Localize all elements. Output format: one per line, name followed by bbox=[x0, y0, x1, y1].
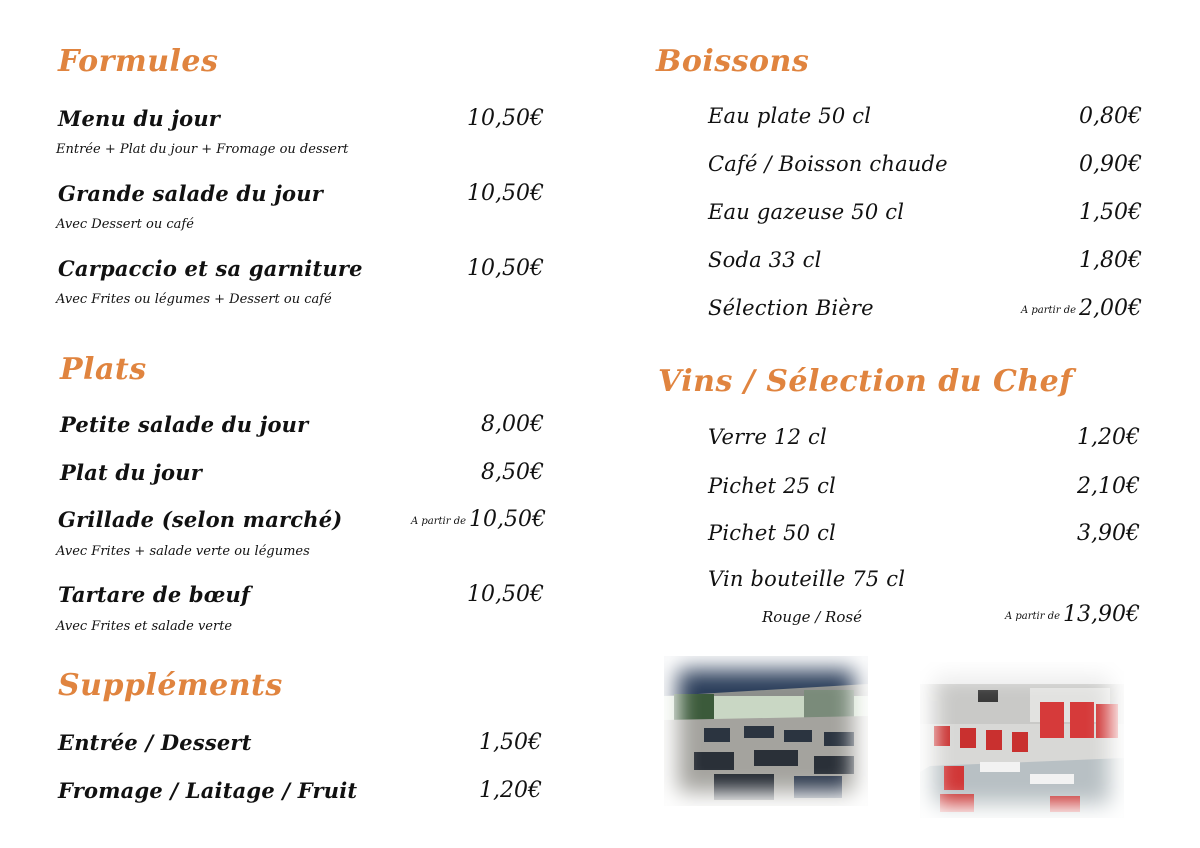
item-name: Verre 12 cl bbox=[708, 425, 827, 449]
item-price: 10,50€ bbox=[467, 181, 544, 206]
menu-item-selection-biere bbox=[708, 296, 1142, 330]
item-price-group bbox=[1021, 296, 1142, 321]
item-name: Petite salade du jour bbox=[60, 412, 309, 437]
item-subtitle: Rouge / Rosé bbox=[762, 608, 862, 626]
menu-item-fromage-laitage-fruit bbox=[58, 778, 542, 812]
terrace-photo bbox=[664, 656, 868, 806]
item-description: Avec Dessert ou café bbox=[56, 217, 194, 232]
item-description: Entrée + Plat du jour + Fromage ou dessert bbox=[56, 142, 349, 157]
item-name: Café / Boisson chaude bbox=[708, 152, 948, 176]
dining-room-photo-image bbox=[920, 662, 1124, 818]
item-name: Sélection Bière bbox=[708, 296, 874, 320]
menu-item-tartare bbox=[58, 582, 544, 616]
section-title-formules: Formules bbox=[58, 44, 219, 79]
item-price: 1,80€ bbox=[1079, 248, 1142, 273]
price-prefix: A partir de bbox=[1020, 305, 1077, 316]
dining-room-photo bbox=[920, 662, 1124, 818]
section-title-supplements: Suppléments bbox=[58, 668, 283, 703]
menu-item-pichet-25 bbox=[708, 474, 1140, 508]
item-name: Menu du jour bbox=[58, 106, 221, 131]
item-name: Grillade (selon marché) bbox=[58, 507, 343, 532]
item-price: 2,00€ bbox=[1079, 296, 1142, 321]
item-price: 0,80€ bbox=[1079, 104, 1142, 129]
item-price: 1,50€ bbox=[479, 730, 542, 755]
menu-item-plat-du-jour bbox=[60, 460, 544, 494]
menu-item-eau-gazeuse bbox=[708, 200, 1142, 234]
item-price: 1,20€ bbox=[479, 778, 542, 803]
menu-item-eau-plate bbox=[708, 104, 1142, 138]
menu-item-carpaccio bbox=[58, 256, 544, 290]
item-name: Vin bouteille 75 cl bbox=[708, 567, 906, 591]
menu-item-petite-salade bbox=[60, 412, 544, 446]
menu-item-cafe bbox=[708, 152, 1142, 186]
item-description: Avec Frites + salade verte ou légumes bbox=[56, 544, 310, 559]
item-name: Eau plate 50 cl bbox=[708, 104, 872, 128]
section-title-plats: Plats bbox=[60, 352, 147, 387]
item-name: Pichet 25 cl bbox=[708, 474, 836, 498]
menu-item-grillade bbox=[58, 507, 546, 541]
item-name: Fromage / Laitage / Fruit bbox=[58, 778, 358, 803]
menu-item-vin-bouteille-price bbox=[900, 602, 1140, 636]
item-price: 10,50€ bbox=[467, 256, 544, 281]
item-name: Plat du jour bbox=[60, 460, 202, 485]
menu-item-pichet-50 bbox=[708, 521, 1140, 555]
section-title-boissons: Boissons bbox=[656, 44, 810, 79]
section-title-vins: Vins / Sélection du Chef bbox=[658, 364, 1073, 399]
item-name: Pichet 50 cl bbox=[708, 521, 836, 545]
item-price: 1,50€ bbox=[1079, 200, 1142, 225]
item-name: Entrée / Dessert bbox=[58, 730, 252, 755]
item-name: Tartare de bœuf bbox=[58, 582, 251, 607]
menu-item-entree-dessert bbox=[58, 730, 542, 764]
item-price-group bbox=[411, 507, 546, 532]
price-prefix: A partir de bbox=[410, 516, 467, 527]
item-price: 10,50€ bbox=[467, 106, 544, 131]
item-price: 8,50€ bbox=[481, 460, 544, 485]
item-name: Eau gazeuse 50 cl bbox=[708, 200, 905, 224]
item-name: Grande salade du jour bbox=[58, 181, 323, 206]
menu-item-vin-bouteille bbox=[708, 567, 1140, 601]
item-description: Avec Frites et salade verte bbox=[56, 619, 233, 634]
item-price: 10,50€ bbox=[469, 507, 546, 532]
item-description: Avec Frites ou légumes + Dessert ou café bbox=[56, 292, 332, 307]
item-price: 10,50€ bbox=[467, 582, 544, 607]
item-price: 3,90€ bbox=[1077, 521, 1140, 546]
item-price: 2,10€ bbox=[1077, 474, 1140, 499]
item-price: 13,90€ bbox=[1063, 602, 1140, 627]
menu-item-verre bbox=[708, 425, 1140, 459]
item-price: 8,00€ bbox=[481, 412, 544, 437]
item-name: Soda 33 cl bbox=[708, 248, 822, 272]
terrace-photo-image bbox=[664, 656, 868, 806]
item-price: 1,20€ bbox=[1077, 425, 1140, 450]
item-price-group bbox=[1005, 602, 1140, 627]
price-prefix: A partir de bbox=[1004, 611, 1061, 622]
menu-item-soda bbox=[708, 248, 1142, 282]
item-name: Carpaccio et sa garniture bbox=[58, 256, 363, 281]
item-price: 0,90€ bbox=[1079, 152, 1142, 177]
menu-item-menu-du-jour bbox=[58, 106, 544, 140]
menu-item-grande-salade bbox=[58, 181, 544, 215]
